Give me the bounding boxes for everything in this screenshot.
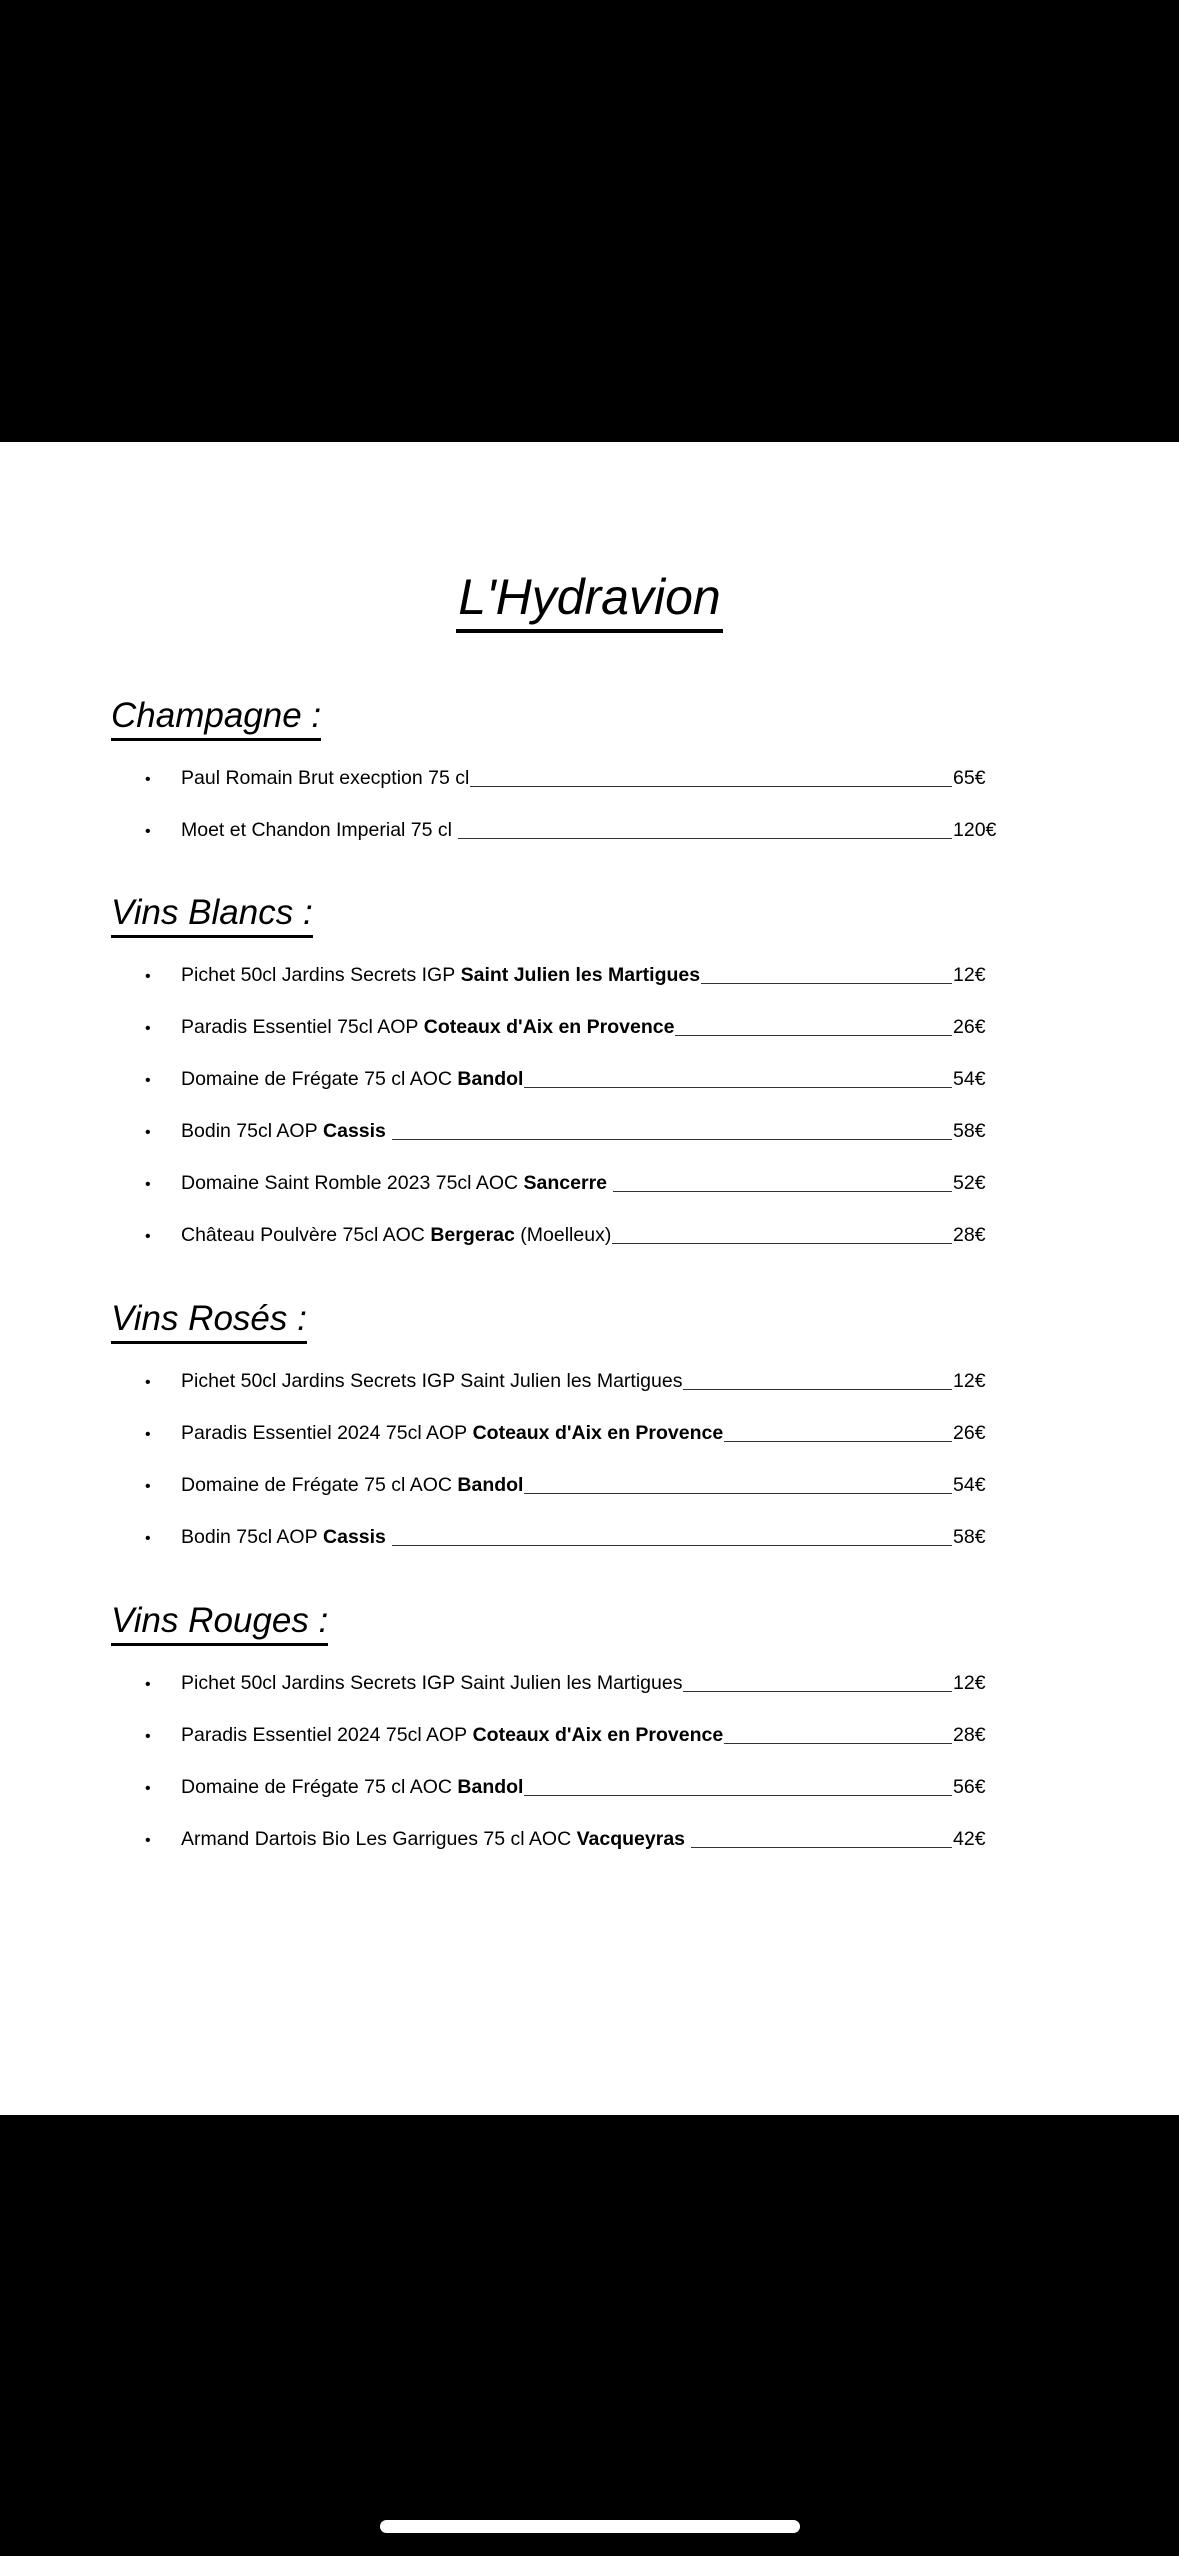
price: 26€ — [953, 1016, 986, 1039]
wine-text — [386, 1120, 391, 1142]
list-item — [111, 1776, 997, 1828]
wine-name — [181, 819, 457, 842]
leader-line — [524, 1087, 952, 1088]
list-item — [111, 1068, 997, 1120]
wine-list — [111, 1370, 997, 1578]
leader-line — [701, 983, 952, 984]
list-item — [111, 1172, 997, 1224]
appellation: Coteaux d'Aix en Provence — [423, 1016, 675, 1039]
menu-section — [111, 1299, 997, 1578]
price: 54€ — [953, 1474, 986, 1497]
bullet-icon: • — [145, 823, 151, 841]
price: 56€ — [953, 1776, 986, 1799]
list-item — [111, 964, 997, 1016]
leader-line — [683, 1691, 952, 1692]
list-item — [111, 1828, 997, 1880]
appellation: Cassis — [323, 1526, 386, 1549]
appellation: Vacqueyras — [576, 1828, 686, 1851]
leader-line — [683, 1389, 952, 1390]
wine-name — [181, 1828, 690, 1851]
bullet-icon: • — [145, 1072, 151, 1090]
bullet-icon: • — [145, 1728, 151, 1746]
price: 120€ — [953, 819, 997, 842]
list-item — [111, 1370, 997, 1422]
price: 12€ — [953, 1370, 986, 1393]
bullet-icon: • — [145, 1176, 151, 1194]
list-item — [111, 1526, 997, 1578]
leader-line — [392, 1139, 952, 1140]
wine-text: Bodin 75cl AOP — [181, 1526, 324, 1549]
leader-line — [724, 1441, 952, 1442]
wine-list — [111, 767, 997, 871]
wine-name — [181, 1526, 391, 1549]
bullet-icon: • — [145, 1374, 151, 1392]
appellation: Saint Julien les Martigues — [460, 964, 701, 987]
appellation: Coteaux d'Aix en Provence — [472, 1422, 724, 1445]
bullet-icon: • — [145, 771, 151, 789]
wine-text: Pichet 50cl Jardins Secrets IGP Saint Julien les Martigues — [181, 1672, 683, 1695]
price: 26€ — [953, 1422, 986, 1445]
wine-name — [181, 1672, 682, 1695]
restaurant-name: L'Hydravion — [456, 570, 722, 633]
wine-text: Paradis Essentiel 2024 75cl AOP — [181, 1724, 473, 1747]
list-item — [111, 1724, 997, 1776]
bullet-icon: • — [145, 1832, 151, 1850]
wine-text: Château Poulvère 75cl AOC — [181, 1224, 431, 1247]
wine-name — [181, 1016, 674, 1039]
wine-text: (Moelleux) — [514, 1224, 612, 1247]
wine-text — [386, 1526, 391, 1548]
section-heading: Champagne : — [111, 696, 321, 741]
bullet-icon: • — [145, 1780, 151, 1798]
appellation: Bandol — [457, 1474, 524, 1497]
wine-name — [181, 964, 700, 987]
price: 12€ — [953, 964, 986, 987]
wine-name — [181, 1172, 612, 1195]
menu-section — [111, 893, 997, 1276]
leader-line — [691, 1847, 952, 1848]
leader-line — [524, 1493, 952, 1494]
bullet-icon: • — [145, 1478, 151, 1496]
wine-text — [685, 1828, 690, 1850]
wine-text: Paradis Essentiel 75cl AOP — [181, 1016, 424, 1039]
price: 52€ — [953, 1172, 986, 1195]
price: 28€ — [953, 1224, 986, 1247]
wine-text: Paul Romain Brut execption 75 cl — [181, 767, 470, 790]
appellation: Bandol — [457, 1776, 524, 1799]
price: 28€ — [953, 1724, 986, 1747]
bullet-icon: • — [145, 1426, 151, 1444]
price: 12€ — [953, 1672, 986, 1695]
wine-text: Armand Dartois Bio Les Garrigues 75 cl AOC — [181, 1828, 577, 1851]
leader-line — [675, 1035, 952, 1036]
wine-name — [181, 1422, 723, 1445]
wine-text: Paradis Essentiel 2024 75cl AOP — [181, 1422, 473, 1445]
wine-text: Domaine Saint Romble 2023 75cl AOC — [181, 1172, 524, 1195]
price: 58€ — [953, 1526, 986, 1549]
leader-line — [470, 786, 952, 787]
wine-text: Pichet 50cl Jardins Secrets IGP — [181, 964, 461, 987]
leader-line — [724, 1743, 952, 1744]
wine-name — [181, 1474, 523, 1497]
appellation: Cassis — [323, 1120, 386, 1143]
list-item — [111, 1422, 997, 1474]
wine-name — [181, 1068, 523, 1091]
bullet-icon: • — [145, 1530, 151, 1548]
wine-text: Domaine de Frégate 75 cl AOC — [181, 1474, 458, 1497]
list-item — [111, 819, 997, 871]
menu-section — [111, 696, 997, 871]
price: 42€ — [953, 1828, 986, 1851]
leader-line — [392, 1545, 952, 1546]
wine-name — [181, 1724, 723, 1747]
wine-list — [111, 964, 997, 1276]
appellation: Coteaux d'Aix en Provence — [472, 1724, 724, 1747]
wine-text: Pichet 50cl Jardins Secrets IGP Saint Julien les Martigues — [181, 1370, 683, 1393]
leader-line — [613, 1191, 952, 1192]
wine-text: Domaine de Frégate 75 cl AOC — [181, 1068, 458, 1091]
wine-name — [181, 1224, 611, 1247]
page-title — [0, 570, 1179, 633]
appellation: Sancerre — [523, 1172, 608, 1195]
bullet-icon: • — [145, 1124, 151, 1142]
list-item — [111, 1474, 997, 1526]
list-item — [111, 1016, 997, 1068]
wine-text: Moet et Chandon Imperial 75 cl — [181, 819, 458, 842]
wine-text: Domaine de Frégate 75 cl AOC — [181, 1776, 458, 1799]
wine-name — [181, 1370, 682, 1393]
bullet-icon: • — [145, 1228, 151, 1246]
wine-text — [607, 1172, 612, 1194]
menu-page — [0, 442, 1179, 2115]
wine-text: Bodin 75cl AOP — [181, 1120, 324, 1143]
list-item — [111, 1120, 997, 1172]
price: 58€ — [953, 1120, 986, 1143]
list-item — [111, 1224, 997, 1276]
appellation: Bergerac — [430, 1224, 515, 1247]
menu-section — [111, 1601, 997, 1880]
wine-name — [181, 1776, 523, 1799]
list-item — [111, 767, 997, 819]
leader-line — [524, 1795, 952, 1796]
wine-list — [111, 1672, 997, 1880]
bullet-icon: • — [145, 1020, 151, 1038]
wine-name — [181, 767, 469, 790]
home-indicator[interactable] — [380, 2520, 800, 2533]
section-heading: Vins Rosés : — [111, 1299, 307, 1344]
price: 54€ — [953, 1068, 986, 1091]
appellation: Bandol — [457, 1068, 524, 1091]
price: 65€ — [953, 767, 986, 790]
bullet-icon: • — [145, 968, 151, 986]
leader-line — [458, 838, 952, 839]
bullet-icon: • — [145, 1676, 151, 1694]
leader-line — [612, 1243, 952, 1244]
list-item — [111, 1672, 997, 1724]
section-heading: Vins Rouges : — [111, 1601, 328, 1646]
section-heading: Vins Blancs : — [111, 893, 313, 938]
wine-name — [181, 1120, 391, 1143]
